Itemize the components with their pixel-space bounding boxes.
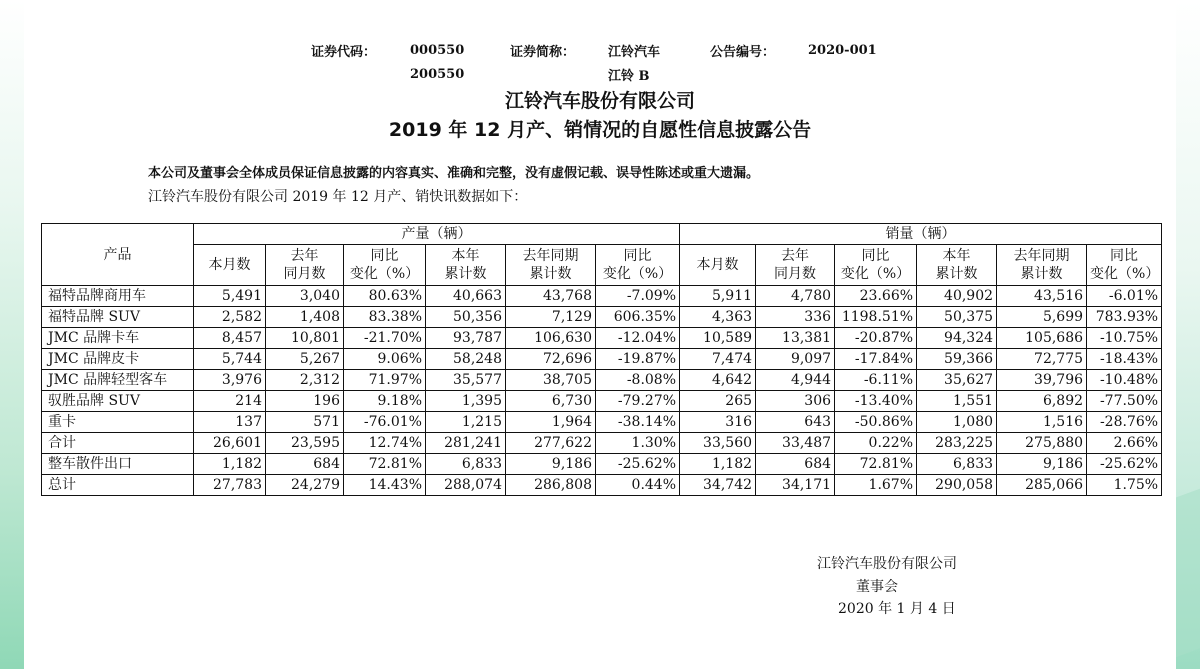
product-name-cell: JMC 品牌卡车 [42, 328, 194, 349]
sales-value-cell: 72.81% [835, 454, 917, 475]
production-value-cell: 9.06% [344, 349, 426, 370]
signature-company: 江铃汽车股份有限公司 [817, 556, 957, 572]
sales-value-cell: 336 [756, 307, 835, 328]
production-value-cell: 7,129 [506, 307, 596, 328]
product-name-cell: 福特品牌商用车 [42, 286, 194, 307]
table-row [42, 328, 1162, 349]
production-last-year-month-header [266, 245, 344, 286]
sales-value-cell: 4,780 [756, 286, 835, 307]
sales-value-cell: 35,627 [917, 370, 997, 391]
sales-value-cell: 33,560 [680, 433, 756, 454]
intro-text: 江铃汽车股份有限公司 2019 年 12 月产、销快讯数据如下： [148, 189, 528, 205]
sales-value-cell: 9,186 [997, 454, 1087, 475]
production-yoy-change-header [344, 245, 426, 286]
product-name-cell: 重卡 [42, 412, 194, 433]
production-value-cell: 35,577 [426, 370, 506, 391]
document-page [24, 0, 1176, 669]
production-value-cell: 286,808 [506, 475, 596, 496]
header-text-line-1: 去年 [781, 248, 810, 264]
header-text-line-1: 本年 [942, 248, 971, 264]
production-month-header [194, 245, 266, 286]
sales-value-cell: 265 [680, 391, 756, 412]
header-text-line-2: 变化（%） [602, 266, 673, 282]
production-value-cell: 6,730 [506, 391, 596, 412]
production-value-cell: 106,630 [506, 328, 596, 349]
product-name-cell: JMC 品牌皮卡 [42, 349, 194, 370]
sales-value-cell: 13,381 [756, 328, 835, 349]
notice-number: 2020-001 [808, 43, 877, 58]
sales-value-cell: 34,742 [680, 475, 756, 496]
sales-value-cell: 306 [756, 391, 835, 412]
sales-value-cell: 39,796 [997, 370, 1087, 391]
production-value-cell: 288,074 [426, 475, 506, 496]
table-row [42, 370, 1162, 391]
production-value-cell: 571 [266, 412, 344, 433]
product-name-cell: 总计 [42, 475, 194, 496]
sales-value-cell: 6,833 [917, 454, 997, 475]
production-value-cell: 5,267 [266, 349, 344, 370]
product-name-cell: 整车散件出口 [42, 454, 194, 475]
sales-value-cell: 283,225 [917, 433, 997, 454]
product-name-cell: JMC 品牌轻型客车 [42, 370, 194, 391]
sales-value-cell: 105,686 [997, 328, 1087, 349]
production-value-cell: 1,408 [266, 307, 344, 328]
production-value-cell: 10,801 [266, 328, 344, 349]
production-value-cell: -76.01% [344, 412, 426, 433]
header-text: 本月数 [696, 257, 739, 273]
table-row [42, 454, 1162, 475]
product-name-cell: 福特品牌 SUV [42, 307, 194, 328]
sales-value-cell: 643 [756, 412, 835, 433]
production-value-cell: 277,622 [506, 433, 596, 454]
sales-value-cell: -10.75% [1087, 328, 1162, 349]
sales-value-cell: 684 [756, 454, 835, 475]
sales-value-cell: -18.43% [1087, 349, 1162, 370]
production-value-cell: 214 [194, 391, 266, 412]
sales-value-cell: 290,058 [917, 475, 997, 496]
product-name-cell: 驭胜品牌 SUV [42, 391, 194, 412]
sales-value-cell: 50,375 [917, 307, 997, 328]
production-value-cell: 40,663 [426, 286, 506, 307]
header-text-line-1: 同比 [861, 248, 890, 264]
production-value-cell: 72,696 [506, 349, 596, 370]
production-value-cell: 1,395 [426, 391, 506, 412]
sales-value-cell: -13.40% [835, 391, 917, 412]
production-last-ytd-header [506, 245, 596, 286]
production-value-cell: 5,491 [194, 286, 266, 307]
stock-abbr-a: 江铃汽车 [608, 45, 661, 60]
sales-last-year-month-header [756, 245, 835, 286]
header-text: 本月数 [208, 257, 251, 273]
sales-value-cell: 4,363 [680, 307, 756, 328]
stock-code-b: 200550 [410, 67, 465, 82]
production-value-cell: 14.43% [344, 475, 426, 496]
sales-value-cell: 5,699 [997, 307, 1087, 328]
sales-group-header: 销量（辆） [680, 224, 1162, 245]
sales-value-cell: 1,551 [917, 391, 997, 412]
production-value-cell: -19.87% [596, 349, 680, 370]
table-row [42, 286, 1162, 307]
production-sales-table [41, 223, 1162, 496]
production-value-cell: 281,241 [426, 433, 506, 454]
production-value-cell: 196 [266, 391, 344, 412]
stock-code-label: 证券代码： [311, 45, 377, 60]
sales-value-cell: 43,516 [997, 286, 1087, 307]
sales-value-cell: 23.66% [835, 286, 917, 307]
left-decorative-border [0, 0, 24, 669]
sales-value-cell: -25.62% [1087, 454, 1162, 475]
header-text-line-2: 累计数 [935, 266, 978, 282]
production-value-cell: 5,744 [194, 349, 266, 370]
production-value-cell: 1,215 [426, 412, 506, 433]
sales-last-ytd-header [997, 245, 1087, 286]
production-value-cell: 3,976 [194, 370, 266, 391]
production-value-cell: 24,279 [266, 475, 344, 496]
sales-ytd-header [917, 245, 997, 286]
sales-value-cell: 4,642 [680, 370, 756, 391]
sales-value-cell: 2.66% [1087, 433, 1162, 454]
production-value-cell: 2,312 [266, 370, 344, 391]
production-value-cell: 1,964 [506, 412, 596, 433]
header-text-line-2: 累计数 [529, 266, 572, 282]
production-value-cell: -8.08% [596, 370, 680, 391]
sales-value-cell: 9,097 [756, 349, 835, 370]
production-value-cell: 71.97% [344, 370, 426, 391]
production-value-cell: 38,705 [506, 370, 596, 391]
signature-board: 董事会 [856, 579, 898, 595]
production-value-cell: 2,582 [194, 307, 266, 328]
production-value-cell: -79.27% [596, 391, 680, 412]
table-row [42, 391, 1162, 412]
production-value-cell: 9.18% [344, 391, 426, 412]
header-text-line-1: 同比 [1110, 248, 1139, 264]
production-value-cell: 8,457 [194, 328, 266, 349]
production-value-cell: 72.81% [344, 454, 426, 475]
production-value-cell: 93,787 [426, 328, 506, 349]
sales-value-cell: 6,892 [997, 391, 1087, 412]
table-row [42, 307, 1162, 328]
product-column-header: 产品 [42, 224, 194, 286]
sales-value-cell: 783.93% [1087, 307, 1162, 328]
stock-abbr-b: 江铃 B [608, 69, 650, 84]
header-text-line-1: 去年同期 [1013, 248, 1070, 264]
header-text-line-1: 去年 [290, 248, 319, 264]
sales-value-cell: 40,902 [917, 286, 997, 307]
production-value-cell: 50,356 [426, 307, 506, 328]
production-ytd-yoy-change-header [596, 245, 680, 286]
sales-yoy-change-header [835, 245, 917, 286]
production-value-cell: 43,768 [506, 286, 596, 307]
sales-value-cell: 1,080 [917, 412, 997, 433]
production-value-cell: 606.35% [596, 307, 680, 328]
table-row [42, 475, 1162, 496]
header-text-line-1: 同比 [623, 248, 652, 264]
production-value-cell: 83.38% [344, 307, 426, 328]
sales-value-cell: 1.67% [835, 475, 917, 496]
sales-value-cell: 275,880 [997, 433, 1087, 454]
production-value-cell: 23,595 [266, 433, 344, 454]
header-text-line-2: 变化（%） [840, 266, 911, 282]
product-name-cell: 合计 [42, 433, 194, 454]
sales-value-cell: 1,516 [997, 412, 1087, 433]
header-text-line-1: 本年 [451, 248, 480, 264]
header-text-line-2: 累计数 [444, 266, 487, 282]
production-value-cell: 26,601 [194, 433, 266, 454]
table-row [42, 433, 1162, 454]
production-ytd-header [426, 245, 506, 286]
sales-value-cell: -50.86% [835, 412, 917, 433]
sales-value-cell: 1.75% [1087, 475, 1162, 496]
header-text-line-2: 变化（%） [1090, 266, 1160, 282]
sales-value-cell: 72,775 [997, 349, 1087, 370]
header-text-line-1: 去年同期 [522, 248, 579, 264]
production-value-cell: 80.63% [344, 286, 426, 307]
stock-code-a: 000550 [410, 43, 465, 58]
header-text-line-1: 同比 [370, 248, 399, 264]
production-value-cell: 6,833 [426, 454, 506, 475]
header-text-line-2: 变化（%） [349, 266, 420, 282]
sales-value-cell: 94,324 [917, 328, 997, 349]
sales-value-cell: 34,171 [756, 475, 835, 496]
sales-month-header [680, 245, 756, 286]
sales-value-cell: -77.50% [1087, 391, 1162, 412]
production-value-cell: 27,783 [194, 475, 266, 496]
header-text-line-2: 同月数 [283, 266, 326, 282]
production-value-cell: 1.30% [596, 433, 680, 454]
header-text-line-2: 累计数 [1020, 266, 1063, 282]
sales-value-cell: -6.01% [1087, 286, 1162, 307]
production-value-cell: 9,186 [506, 454, 596, 475]
sales-value-cell: 33,487 [756, 433, 835, 454]
table-row [42, 412, 1162, 433]
sales-value-cell: 1,182 [680, 454, 756, 475]
sales-value-cell: 5,911 [680, 286, 756, 307]
sales-value-cell: -17.84% [835, 349, 917, 370]
production-value-cell: 684 [266, 454, 344, 475]
production-value-cell: 12.74% [344, 433, 426, 454]
production-group-header: 产量（辆） [194, 224, 680, 245]
sub-header-row [42, 245, 1162, 286]
notice-number-label: 公告编号： [710, 45, 776, 60]
table-body [42, 286, 1162, 496]
production-value-cell: -25.62% [596, 454, 680, 475]
production-value-cell: 1,182 [194, 454, 266, 475]
signature-date: 2020 年 1 月 4 日 [838, 601, 956, 617]
sales-value-cell: 59,366 [917, 349, 997, 370]
production-value-cell: 3,040 [266, 286, 344, 307]
production-value-cell: -21.70% [344, 328, 426, 349]
production-value-cell: -12.04% [596, 328, 680, 349]
production-value-cell: 0.44% [596, 475, 680, 496]
sales-value-cell: -10.48% [1087, 370, 1162, 391]
production-value-cell: -38.14% [596, 412, 680, 433]
sales-ytd-yoy-change-header [1087, 245, 1162, 286]
production-value-cell: -7.09% [596, 286, 680, 307]
board-declaration: 本公司及董事会全体成员保证信息披露的内容真实、准确和完整，没有虚假记载、误导性陈述或重大遗漏。 [148, 166, 760, 181]
sales-value-cell: 1198.51% [835, 307, 917, 328]
table-row [42, 349, 1162, 370]
sales-value-cell: 10,589 [680, 328, 756, 349]
document-title: 2019 年 12 月产、销情况的自愿性信息披露公告 [388, 119, 812, 141]
header-text-line-2: 同月数 [774, 266, 817, 282]
production-value-cell: 58,248 [426, 349, 506, 370]
sales-value-cell: 285,066 [997, 475, 1087, 496]
company-title: 江铃汽车股份有限公司 [504, 90, 695, 112]
sales-value-cell: 4,944 [756, 370, 835, 391]
production-value-cell: 137 [194, 412, 266, 433]
stock-abbr-label: 证券简称： [510, 45, 576, 60]
sales-value-cell: -6.11% [835, 370, 917, 391]
sales-value-cell: 7,474 [680, 349, 756, 370]
sales-value-cell: -28.76% [1087, 412, 1162, 433]
sales-value-cell: 316 [680, 412, 756, 433]
sales-value-cell: 0.22% [835, 433, 917, 454]
sales-value-cell: -20.87% [835, 328, 917, 349]
